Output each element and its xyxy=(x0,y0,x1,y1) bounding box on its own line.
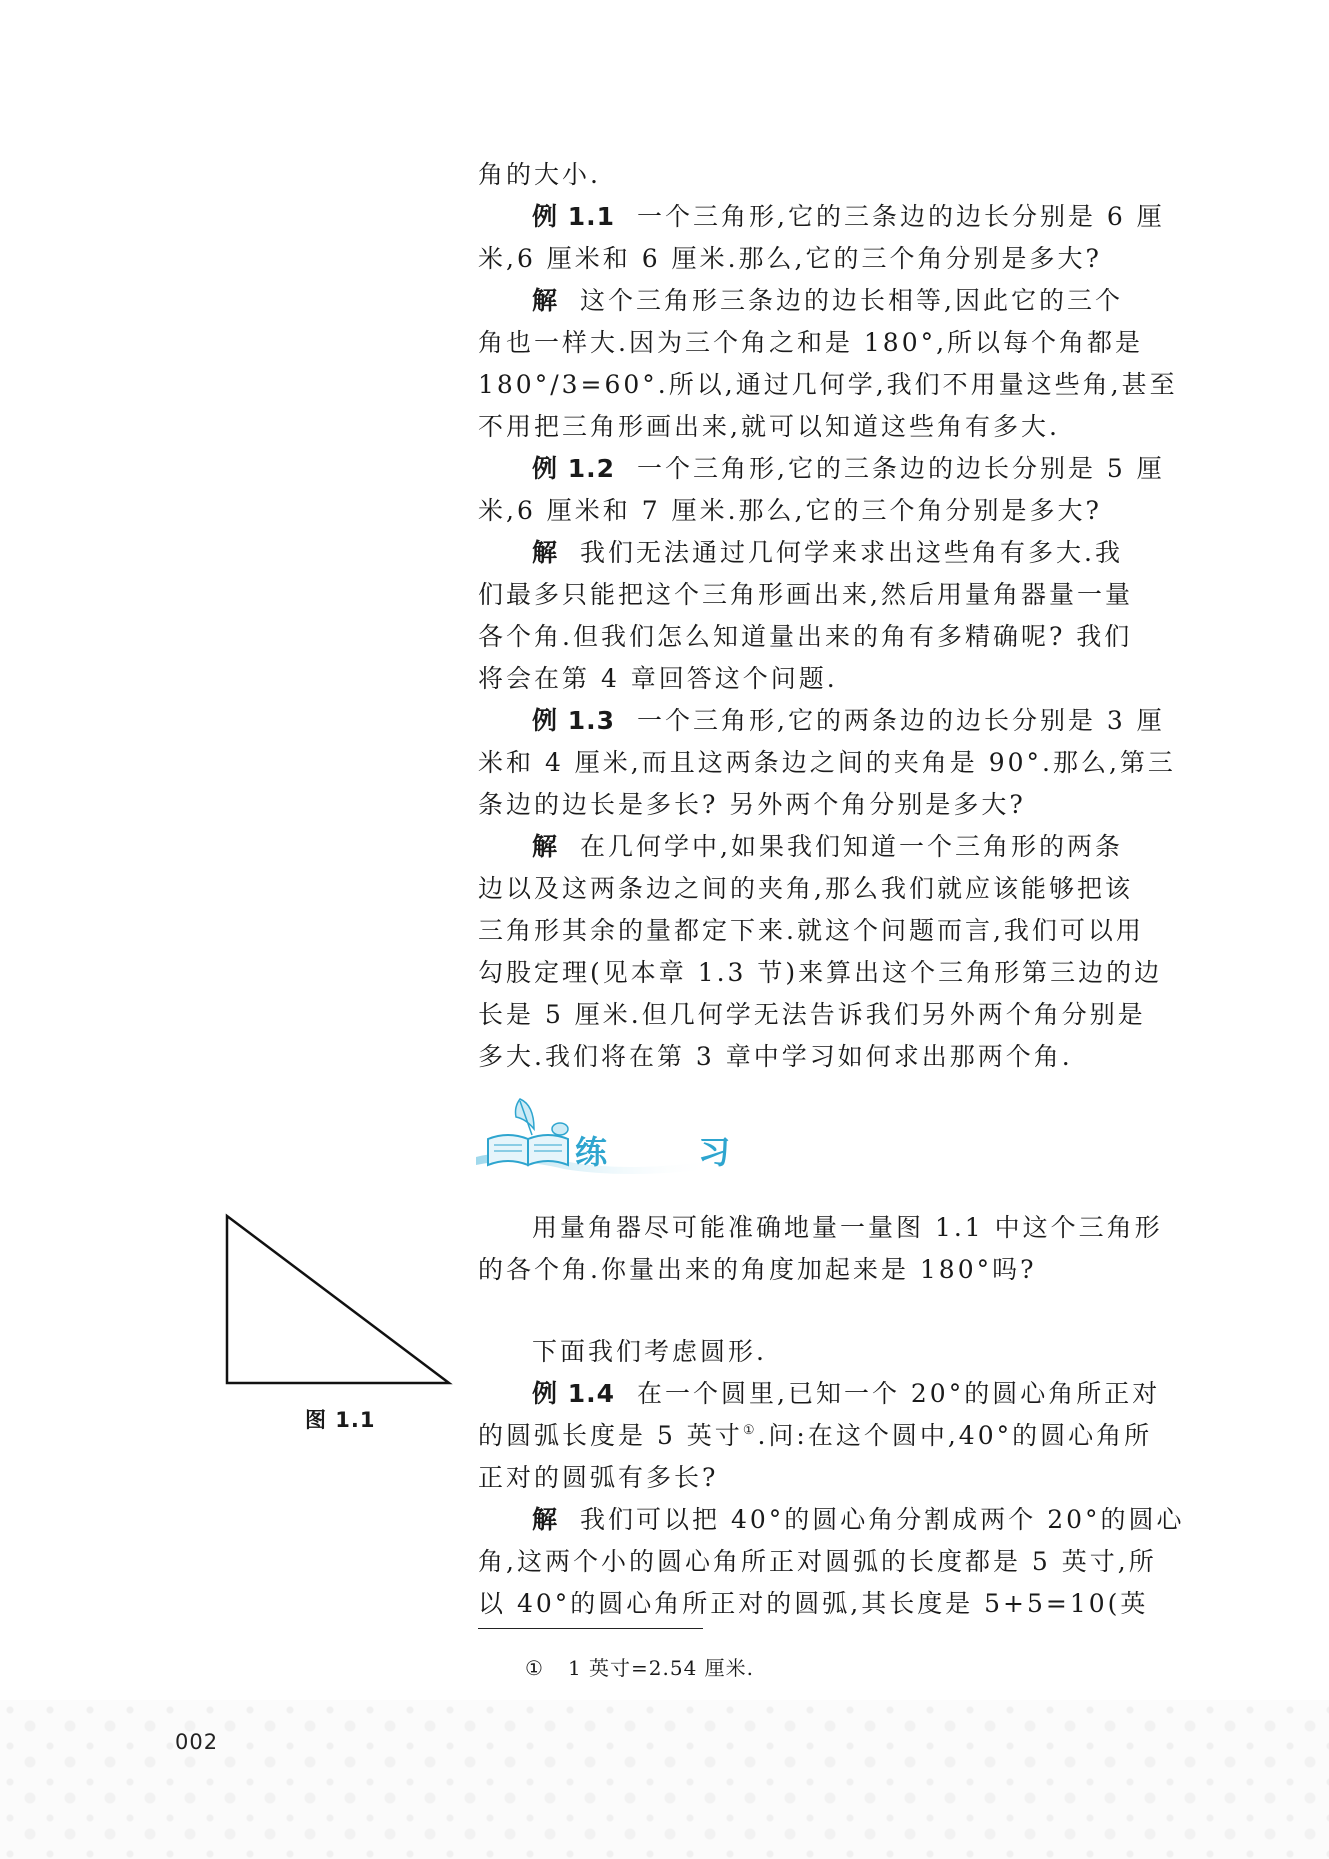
text-line: 的圆弧长度是 5 英寸①.问:在这个圆中,40°的圆心角所 xyxy=(478,1421,1153,1450)
text-line: 以 40°的圆心角所正对的圆弧,其长度是 5+5=10(英 xyxy=(478,1589,1149,1618)
example-question: 例 1.4 在一个圆里,已知一个 20°的圆心角所正对 xyxy=(532,1379,1161,1408)
example-label: 例 1.3 xyxy=(532,706,615,735)
footnote-ref[interactable]: ① xyxy=(742,1423,758,1438)
triangle-figure xyxy=(220,1210,455,1390)
circle-section xyxy=(478,1331,1185,1625)
page-number: 002 xyxy=(175,1730,219,1754)
example-label: 例 1.1 xyxy=(532,202,615,231)
solution: 解 我们无法通过几何学来求出这些角有多大.我 xyxy=(532,538,1123,567)
text-line: 正对的圆弧有多长? xyxy=(478,1463,719,1492)
text-line: 米,6 厘米和 6 厘米.那么,它的三个角分别是多大? xyxy=(478,244,1102,273)
footnote-text: 1 英寸=2.54 厘米. xyxy=(567,1656,755,1680)
text-line: 角,这两个小的圆心角所正对圆弧的长度都是 5 英寸,所 xyxy=(478,1547,1157,1576)
example-label: 例 1.4 xyxy=(532,1379,615,1408)
solution-label: 解 xyxy=(532,1505,559,1534)
text-line: 长是 5 厘米.但几何学无法告诉我们另外两个角分别是 xyxy=(478,1000,1146,1029)
solution: 解 在几何学中,如果我们知道一个三角形的两条 xyxy=(532,832,1123,861)
example-question: 例 1.2 一个三角形,它的三条边的边长分别是 5 厘 xyxy=(532,454,1165,483)
example-question: 例 1.3 一个三角形,它的两条边的边长分别是 3 厘 xyxy=(532,706,1165,735)
text-line: 用量角器尽可能准确地量一量图 1.1 中这个三角形 xyxy=(532,1213,1163,1242)
text-line: 下面我们考虑圆形. xyxy=(532,1337,767,1366)
footnote-mark: ① xyxy=(525,1656,544,1680)
example-question: 例 1.1 一个三角形,它的三条边的边长分别是 6 厘 xyxy=(532,202,1165,231)
text-line: 条边的边长是多长? 另外两个角分别是多大? xyxy=(478,790,1026,819)
example-label: 例 1.2 xyxy=(532,454,615,483)
solution-label: 解 xyxy=(532,832,559,861)
solution-label: 解 xyxy=(532,286,559,315)
text-line: 将会在第 4 章回答这个问题. xyxy=(478,664,838,693)
intro-line: 角的大小. xyxy=(478,160,601,189)
figure-caption: 图 1.1 xyxy=(305,1408,376,1432)
solution: 解 我们可以把 40°的圆心角分割成两个 20°的圆心 xyxy=(532,1505,1185,1534)
text-line: 180°/3=60°.所以,通过几何学,我们不用量这些角,甚至 xyxy=(478,370,1178,399)
text-line: 米和 4 厘米,而且这两条边之间的夹角是 90°.那么,第三 xyxy=(478,748,1176,777)
footnote xyxy=(525,1653,754,1683)
solution-label: 解 xyxy=(532,538,559,567)
text-line: 角也一样大.因为三个角之和是 180°,所以每个角都是 xyxy=(478,328,1144,357)
exercise-title: 练 习 xyxy=(575,1133,771,1171)
text-line: 米,6 厘米和 7 厘米.那么,它的三个角分别是多大? xyxy=(478,496,1102,525)
footnote-divider xyxy=(478,1628,703,1629)
exercise-body xyxy=(478,1207,1163,1291)
text-line: 多大.我们将在第 3 章中学习如何求出那两个角. xyxy=(478,1042,1073,1071)
text-line: 们最多只能把这个三角形画出来,然后用量角器量一量 xyxy=(478,580,1133,609)
footer-pattern xyxy=(0,1700,1329,1859)
solution: 解 这个三角形三条边的边长相等,因此它的三个 xyxy=(532,286,1123,315)
text-line: 三角形其余的量都定下来.就这个问题而言,我们可以用 xyxy=(478,916,1144,945)
text-line: 不用把三角形画出来,就可以知道这些角有多大. xyxy=(478,412,1060,441)
page-body xyxy=(478,154,1178,1078)
text-line: 各个角.但我们怎么知道量出来的角有多精确呢? 我们 xyxy=(478,622,1133,651)
text-line: 的各个角.你量出来的角度加起来是 180°吗? xyxy=(478,1255,1037,1284)
text-line: 勾股定理(见本章 1.3 节)来算出这个三角形第三边的边 xyxy=(478,958,1163,987)
text-line: 边以及这两条边之间的夹角,那么我们就应该能够把该 xyxy=(478,874,1133,903)
